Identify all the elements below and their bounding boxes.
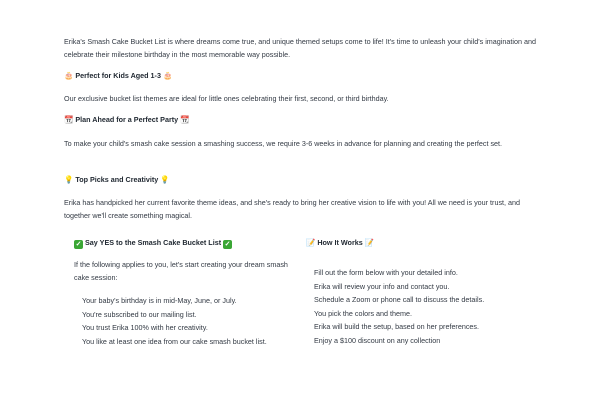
say-yes-title: Say YES to the Smash Cake Bucket List	[85, 238, 222, 247]
how-it-works-column	[306, 236, 526, 348]
section-body-top-picks: Erika has handpicked her current favorite theme ideas, and she's ready to bring her creative vision to life with you! All we need is your trust, and together we'll create something magical.	[64, 198, 521, 220]
section-title: Plan Ahead for a Perfect Party	[75, 115, 179, 124]
memo-icon: 📝	[364, 238, 375, 247]
calendar-icon: 📆	[64, 115, 74, 124]
list-item: Schedule a Zoom or phone call to discuss the details.	[314, 295, 485, 305]
birthday-cake-icon: 🎂	[64, 71, 74, 80]
section-heading-plan	[64, 114, 189, 126]
check-mark-icon: ✓	[224, 241, 231, 248]
birthday-cake-icon: 🎂	[162, 71, 173, 80]
list-item: You pick the colors and theme.	[314, 308, 413, 318]
list-item: Erika will build the setup, based on her preferences.	[314, 322, 480, 332]
list-item: You trust Erika 100% with her creativity.	[82, 323, 208, 333]
list-item: Fill out the form below with your detailed info.	[314, 268, 458, 277]
memo-icon: 📝	[306, 238, 316, 247]
say-yes-column	[74, 236, 304, 348]
list-item: Erika will review your info and contact you.	[314, 281, 450, 291]
say-yes-list	[74, 294, 304, 348]
intro-paragraph: Erika's Smash Cake Bucket List is where dreams come true, and unique themed setups come to life! It's time to unleash your child's imagination and celebrate their milestone birthday in the most memorable way possible.	[64, 37, 536, 59]
say-yes-intro: If the following applies to you, let's start creating your dream smash cake session:	[74, 260, 288, 282]
check-mark-icon: ✓	[75, 241, 82, 248]
section-heading-kids	[64, 70, 172, 82]
section-body-kids: Our exclusive bucket list themes are ideal for little ones celebrating their first, second, or third birthday.	[64, 94, 389, 103]
list-item: You like at least one idea from our cake smash bucket list.	[82, 336, 267, 346]
how-it-works-list	[306, 266, 526, 348]
light-bulb-icon: 💡	[64, 175, 74, 184]
section-body-plan: To make your child's smash cake session a smashing success, we require 3-6 weeks in advance for planning and creating the perfect set.	[64, 139, 503, 148]
list-item: Your baby's birthday is in mid-May, June, or July.	[82, 296, 237, 305]
section-title: Perfect for Kids Aged 1-3	[75, 71, 161, 80]
how-it-works-title: How It Works	[317, 238, 363, 247]
how-it-works-heading	[306, 236, 526, 250]
calendar-icon: 📆	[180, 115, 190, 124]
list-item: You're subscribed to our mailing list.	[82, 309, 197, 319]
section-title: Top Picks and Creativity	[75, 175, 159, 184]
light-bulb-icon: 💡	[160, 175, 170, 184]
say-yes-heading	[74, 236, 304, 250]
section-heading-top-picks	[64, 174, 170, 186]
list-item: Enjoy a $100 discount on any collection	[314, 335, 441, 345]
